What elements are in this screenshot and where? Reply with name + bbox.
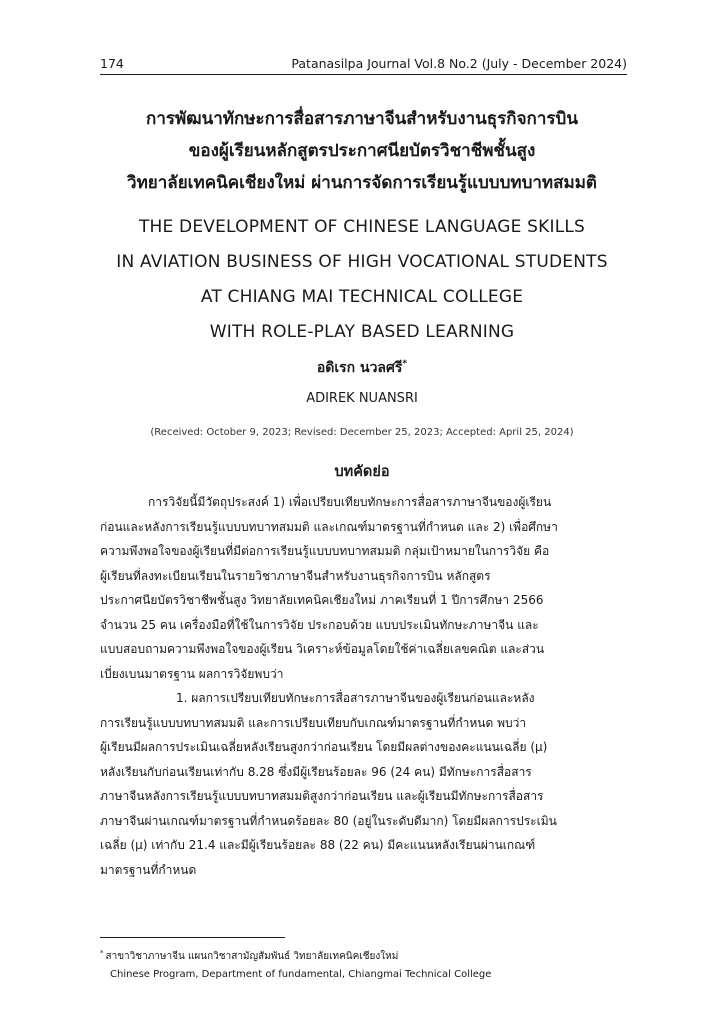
thai-title-line: ของผู้เรียนหลักสูตรประกาศนียบัตรวิชาชีพชั้นสูง [188,141,536,161]
abstract-line: ภาษาจีนหลังการเรียนรู้แบบบทบาทสมมติสูงกว่าก่อนเรียน และผู้เรียนมีทักษะการสื่อสาร [100,789,544,803]
abstract-line: ผู้เรียนมีผลการประเมินเฉลี่ยหลังเรียนสูงกว่าก่อนเรียน โดยมีผลต่างของคะแนนเฉลี่ย (μ) [100,740,548,754]
abstract-line: เฉลี่ย (μ) เท่ากับ 21.4 และมีผู้เรียนร้อยละ 88 (22 คน) มีคะแนนหลังเรียนผ่านเกณฑ์ [100,838,536,852]
abstract-line: เบี่ยงเบนมาตรฐาน ผลการวิจัยพบว่า [100,666,284,681]
thai-title-line: การพัฒนาทักษะการสื่อสารภาษาจีนสำหรับงานธุรกิจการบิน [146,109,578,129]
footnote-affiliation-thai: สาขาวิชาภาษาจีน แผนกวิชาสามัญสัมพันธ์ วิทยาลัยเทคนิคเชียงใหม่ [105,951,399,962]
english-title-line: THE DEVELOPMENT OF CHINESE LANGUAGE SKILLS [138,217,586,237]
footnote-divider [100,937,285,938]
thai-title-line: วิทยาลัยเทคนิคเชียงใหม่ ผ่านการจัดการเรียนรู้แบบบทบาทสมมติ [127,173,597,193]
running-header [100,56,627,75]
abstract-line: ประกาศนียบัตรวิชาชีพชั้นสูง วิทยาลัยเทคนิคเชียงใหม่ ภาคเรียนที่ 1 ปีการศึกษา 2566 [100,593,544,607]
abstract-line: 1. ผลการเปรียบเทียบทักษะการสื่อสารภาษาจีนของผู้เรียนก่อนและหลัง [176,691,535,705]
submission-dates: (Received: October 9, 2023; Revised: December 25, 2023; Accepted: April 25, 2024) [150,427,574,438]
footnote-english: Chinese Program, Department of fundamental, Chiangmai Technical College [110,969,492,980]
english-title [60,210,664,350]
abstract-line: การเรียนรู้แบบบทบาทสมมติ และการเปรียบเทียบกับเกณฑ์มาตรฐานที่กำหนด พบว่า [100,715,527,730]
page-number: 174 [100,56,124,71]
author-footnote-marker: * [402,359,408,369]
english-title-line: AT CHIANG MAI TECHNICAL COLLEGE [200,287,524,307]
journal-citation: Patanasilpa Journal Vol.8 No.2 (July - December 2024) [291,56,627,71]
footnote-marker: * [100,949,104,957]
abstract-line: มาตรฐานที่กำหนด [100,862,197,877]
abstract-line: หลังเรียนกับก่อนเรียนเท่ากับ 8.28 ซึ่งมีผู้เรียนร้อยละ 96 (24 คน) มีทักษะการสื่อสาร [100,764,532,779]
english-title-line: IN AVIATION BUSINESS OF HIGH VOCATIONAL STUDENTS [116,252,608,272]
author-english: ADIREK NUANSRI [306,391,418,406]
abstract-line: การวิจัยนี้มีวัตถุประสงค์ 1) เพื่อเปรียบเทียบทักษะการสื่อสารภาษาจีนของผู้เรียน [148,495,552,509]
thai-title [80,103,644,199]
abstract-line: จำนวน 25 คน เครื่องมือที่ใช้ในการวิจัย ประกอบด้วย แบบประเมินทักษะภาษาจีน และ [100,617,539,632]
abstract-line: ผู้เรียนที่ลงทะเบียนเรียนในรายวิชาภาษาจีนสำหรับงานธุรกิจการบิน หลักสูตร [100,568,491,583]
abstract-heading: บทคัดย่อ [334,464,390,480]
abstract-line: ความพึงพอใจของผู้เรียนที่มีต่อการเรียนรู้แบบบทบาทสมมติ กลุ่มเป้าหมายในการวิจัย คือ [100,544,550,558]
abstract-line: ก่อนและหลังการเรียนรู้แบบบทบาทสมมติ และเกณฑ์มาตรฐานที่กำหนด และ 2) เพื่อศึกษา [100,519,558,534]
author-thai [80,354,644,378]
abstract-line: ภาษาจีนผ่านเกณฑ์มาตรฐานที่กำหนดร้อยละ 80 (อยู่ในระดับดีมาก) โดยมีผลการประเมิน [100,813,557,828]
author-name-thai: อดิเรก นวลศรี [316,360,403,376]
abstract-line: แบบสอบถามความพึงพอใจของผู้เรียน วิเคราะห์ข้อมูลโดยใช้ค่าเฉลี่ยเลขคณิต และส่วน [100,642,545,656]
english-title-line: WITH ROLE-PLAY BASED LEARNING [209,322,515,342]
footnote-thai [100,945,627,965]
abstract-body [100,490,627,882]
